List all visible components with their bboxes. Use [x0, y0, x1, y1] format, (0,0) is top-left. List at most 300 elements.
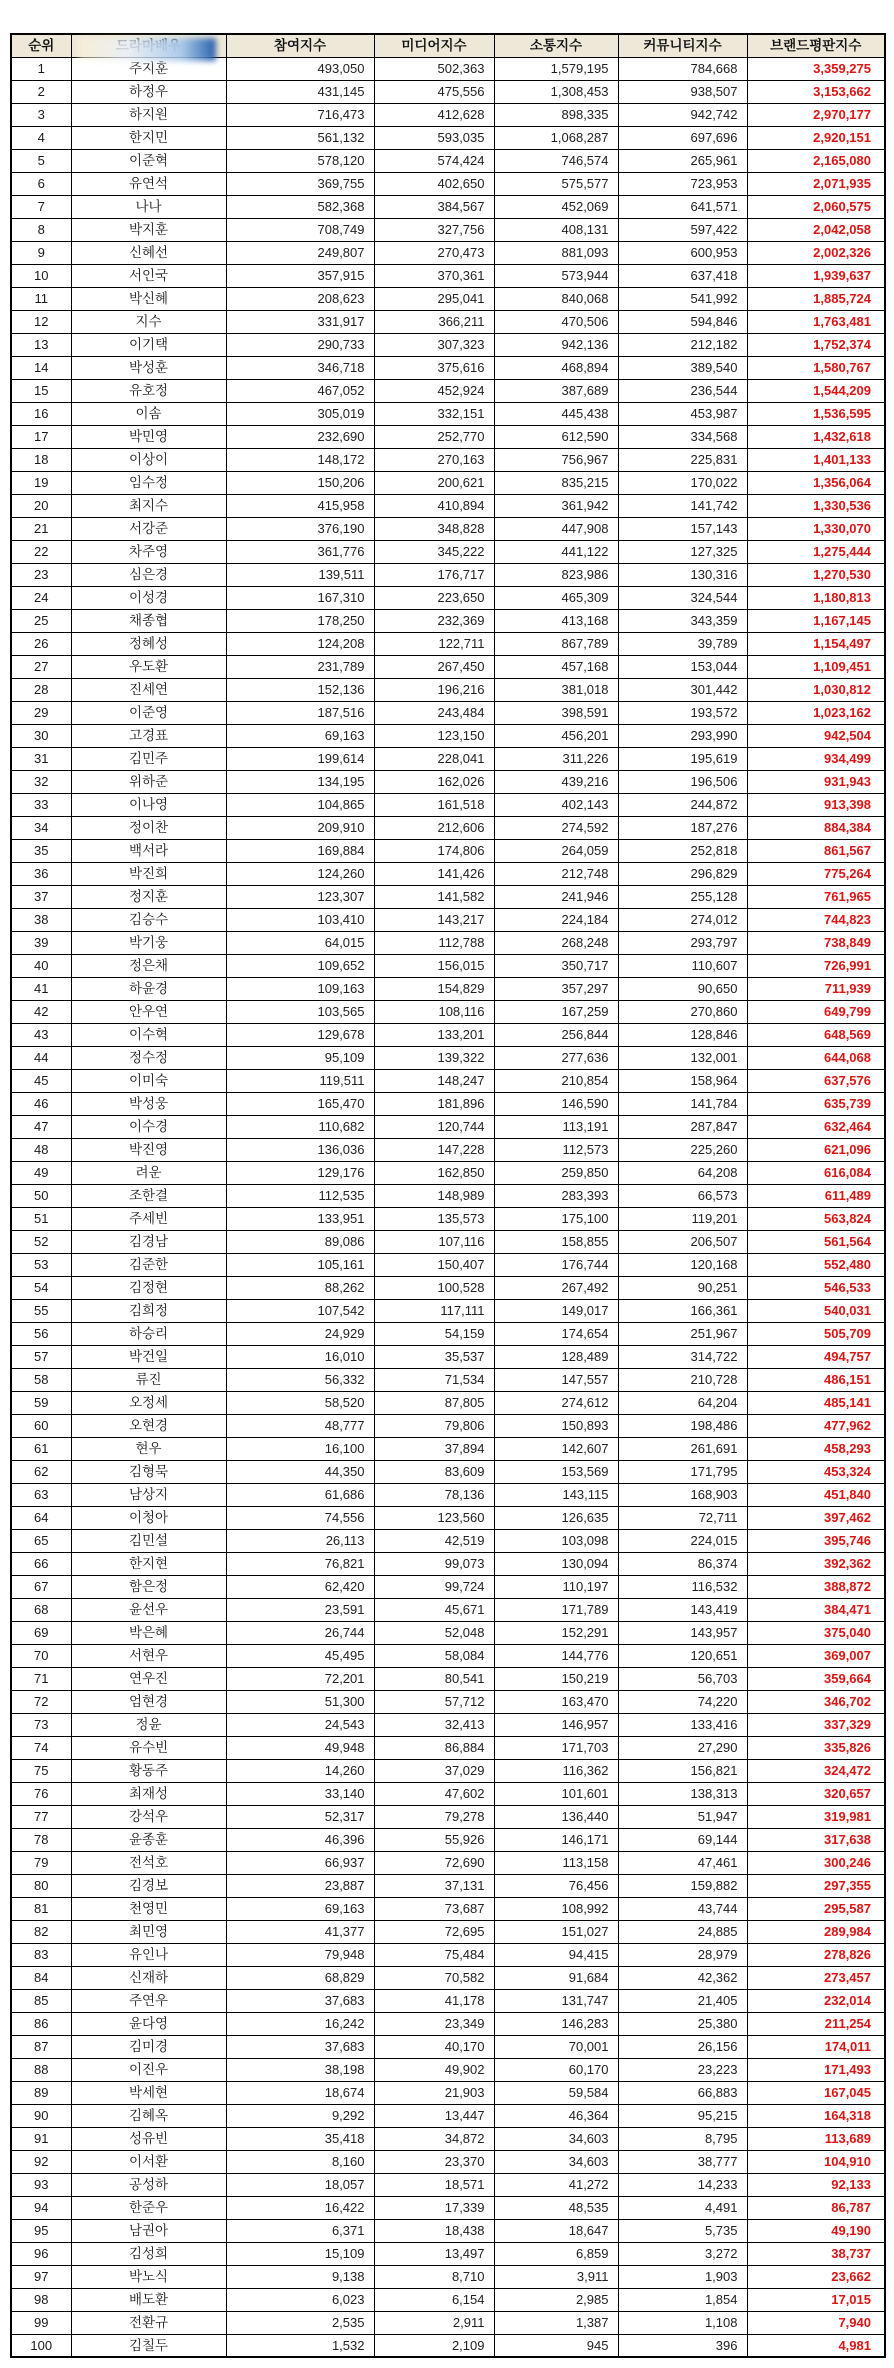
media-index-cell: 71,534 — [374, 1368, 494, 1391]
actor-name-cell: 차주영 — [71, 540, 226, 563]
media-index-cell: 73,687 — [374, 1897, 494, 1920]
rank-cell: 71 — [11, 1667, 71, 1690]
community-index-cell: 27,290 — [618, 1736, 747, 1759]
actor-name-cell: 박기웅 — [71, 931, 226, 954]
participation-index-cell: 467,052 — [226, 379, 374, 402]
community-index-cell: 38,777 — [618, 2150, 747, 2173]
community-index-cell: 210,728 — [618, 1368, 747, 1391]
communication-index-cell: 468,894 — [494, 356, 618, 379]
participation-index-cell: 104,865 — [226, 793, 374, 816]
rank-cell: 87 — [11, 2035, 71, 2058]
actor-name-cell: 김미경 — [71, 2035, 226, 2058]
media-index-cell: 475,556 — [374, 80, 494, 103]
table-row — [11, 1920, 885, 1943]
brand-reputation-index-cell: 561,564 — [747, 1230, 885, 1253]
participation-index-cell: 45,495 — [226, 1644, 374, 1667]
communication-index-cell: 146,171 — [494, 1828, 618, 1851]
community-index-cell: 193,572 — [618, 701, 747, 724]
actor-name-cell: 김민주 — [71, 747, 226, 770]
table-row — [11, 632, 885, 655]
communication-index-cell: 456,201 — [494, 724, 618, 747]
brand-reputation-index-cell: 505,709 — [747, 1322, 885, 1345]
community-index-cell: 187,276 — [618, 816, 747, 839]
media-index-cell: 243,484 — [374, 701, 494, 724]
actor-name-cell: 서인국 — [71, 264, 226, 287]
media-index-cell: 47,602 — [374, 1782, 494, 1805]
brand-reputation-index-cell: 335,826 — [747, 1736, 885, 1759]
rank-cell: 22 — [11, 540, 71, 563]
media-index-cell: 52,048 — [374, 1621, 494, 1644]
community-index-cell: 23,223 — [618, 2058, 747, 2081]
actor-name-cell: 최민영 — [71, 1920, 226, 1943]
rank-cell: 5 — [11, 149, 71, 172]
brand-reputation-index-cell: 1,432,618 — [747, 425, 885, 448]
actor-name-cell: 주연우 — [71, 1989, 226, 2012]
communication-index-cell: 357,297 — [494, 977, 618, 1000]
actor-table-body — [11, 57, 885, 2357]
participation-index-cell: 41,377 — [226, 1920, 374, 1943]
participation-index-cell: 716,473 — [226, 103, 374, 126]
media-index-cell: 196,216 — [374, 678, 494, 701]
community-index-cell: 287,847 — [618, 1115, 747, 1138]
media-index-cell: 41,178 — [374, 1989, 494, 2012]
rank-cell: 76 — [11, 1782, 71, 1805]
brand-reputation-index-cell: 616,084 — [747, 1161, 885, 1184]
brand-reputation-index-cell: 477,962 — [747, 1414, 885, 1437]
participation-index-cell: 37,683 — [226, 2035, 374, 2058]
rank-cell: 63 — [11, 1483, 71, 1506]
community-index-cell: 141,742 — [618, 494, 747, 517]
actor-name-cell: 서현우 — [71, 1644, 226, 1667]
table-row — [11, 2265, 885, 2288]
community-index-cell: 159,882 — [618, 1874, 747, 1897]
table-row — [11, 1529, 885, 1552]
table-row — [11, 1345, 885, 1368]
participation-index-cell: 26,744 — [226, 1621, 374, 1644]
communication-index-cell: 171,789 — [494, 1598, 618, 1621]
rank-cell: 12 — [11, 310, 71, 333]
actor-name-cell: 이미숙 — [71, 1069, 226, 1092]
community-index-cell: 196,506 — [618, 770, 747, 793]
communication-index-cell: 94,415 — [494, 1943, 618, 1966]
community-index-cell: 39,789 — [618, 632, 747, 655]
table-row — [11, 471, 885, 494]
table-row — [11, 563, 885, 586]
media-index-cell: 270,163 — [374, 448, 494, 471]
communication-index-cell: 413,168 — [494, 609, 618, 632]
communication-index-cell: 113,158 — [494, 1851, 618, 1874]
table-row — [11, 149, 885, 172]
table-row — [11, 1138, 885, 1161]
communication-index-cell: 175,100 — [494, 1207, 618, 1230]
actor-name-cell: 나나 — [71, 195, 226, 218]
media-index-cell: 412,628 — [374, 103, 494, 126]
media-index-cell: 366,211 — [374, 310, 494, 333]
brand-reputation-index-cell: 451,840 — [747, 1483, 885, 1506]
community-index-cell: 66,573 — [618, 1184, 747, 1207]
media-index-cell: 35,537 — [374, 1345, 494, 1368]
participation-index-cell: 119,511 — [226, 1069, 374, 1092]
participation-index-cell: 305,019 — [226, 402, 374, 425]
communication-index-cell: 59,584 — [494, 2081, 618, 2104]
communication-index-cell: 167,259 — [494, 1000, 618, 1023]
brand-reputation-index-cell: 395,746 — [747, 1529, 885, 1552]
brand-reputation-index-cell: 2,970,177 — [747, 103, 885, 126]
communication-index-cell: 174,654 — [494, 1322, 618, 1345]
community-index-cell: 938,507 — [618, 80, 747, 103]
brand-reputation-index-cell: 375,040 — [747, 1621, 885, 1644]
media-index-cell: 2,109 — [374, 2334, 494, 2357]
rank-cell: 49 — [11, 1161, 71, 1184]
participation-index-cell: 139,511 — [226, 563, 374, 586]
communication-index-cell: 575,577 — [494, 172, 618, 195]
participation-index-cell: 24,543 — [226, 1713, 374, 1736]
community-index-cell: 1,108 — [618, 2311, 747, 2334]
rank-cell: 57 — [11, 1345, 71, 1368]
media-index-cell: 57,712 — [374, 1690, 494, 1713]
community-index-cell: 641,571 — [618, 195, 747, 218]
communication-index-cell: 350,717 — [494, 954, 618, 977]
rank-cell: 83 — [11, 1943, 71, 1966]
rank-cell: 6 — [11, 172, 71, 195]
participation-index-cell: 14,260 — [226, 1759, 374, 1782]
participation-index-cell: 35,418 — [226, 2127, 374, 2150]
brand-reputation-index-cell: 359,664 — [747, 1667, 885, 1690]
communication-index-cell: 176,744 — [494, 1253, 618, 1276]
communication-index-cell: 452,069 — [494, 195, 618, 218]
brand-reputation-index-cell: 1,580,767 — [747, 356, 885, 379]
participation-index-cell: 493,050 — [226, 57, 374, 80]
communication-index-cell: 146,283 — [494, 2012, 618, 2035]
brand-reputation-index-cell: 1,030,812 — [747, 678, 885, 701]
community-index-cell: 252,818 — [618, 839, 747, 862]
participation-index-cell: 107,542 — [226, 1299, 374, 1322]
rank-cell: 68 — [11, 1598, 71, 1621]
table-row — [11, 724, 885, 747]
brand-reputation-index-cell: 289,984 — [747, 1920, 885, 1943]
community-index-cell: 21,405 — [618, 1989, 747, 2012]
participation-index-cell: 561,132 — [226, 126, 374, 149]
rank-cell: 47 — [11, 1115, 71, 1138]
communication-index-cell: 1,068,287 — [494, 126, 618, 149]
participation-index-cell: 331,917 — [226, 310, 374, 333]
brand-reputation-index-cell: 3,153,662 — [747, 80, 885, 103]
media-index-cell: 295,041 — [374, 287, 494, 310]
media-index-cell: 156,015 — [374, 954, 494, 977]
media-index-cell: 307,323 — [374, 333, 494, 356]
participation-index-cell: 110,682 — [226, 1115, 374, 1138]
media-index-cell: 40,170 — [374, 2035, 494, 2058]
brand-reputation-index-cell: 649,799 — [747, 1000, 885, 1023]
communication-index-cell: 110,197 — [494, 1575, 618, 1598]
communication-index-cell: 152,291 — [494, 1621, 618, 1644]
rank-cell: 77 — [11, 1805, 71, 1828]
rank-cell: 62 — [11, 1460, 71, 1483]
community-index-cell: 64,204 — [618, 1391, 747, 1414]
table-row — [11, 885, 885, 908]
rank-cell: 10 — [11, 264, 71, 287]
actor-name-cell: 이나영 — [71, 793, 226, 816]
actor-name-cell: 박신혜 — [71, 287, 226, 310]
table-row — [11, 1299, 885, 1322]
communication-index-cell: 144,776 — [494, 1644, 618, 1667]
table-row — [11, 1092, 885, 1115]
brand-reputation-index-cell: 884,384 — [747, 816, 885, 839]
participation-index-cell: 1,532 — [226, 2334, 374, 2357]
brand-reputation-index-cell: 49,190 — [747, 2219, 885, 2242]
actor-name-cell: 정혜성 — [71, 632, 226, 655]
rank-cell: 98 — [11, 2288, 71, 2311]
participation-index-cell: 232,690 — [226, 425, 374, 448]
brand-reputation-index-cell: 738,849 — [747, 931, 885, 954]
rank-cell: 9 — [11, 241, 71, 264]
community-index-cell: 597,422 — [618, 218, 747, 241]
brand-reputation-index-cell: 295,587 — [747, 1897, 885, 1920]
rank-cell: 39 — [11, 931, 71, 954]
brand-reputation-index-cell: 232,014 — [747, 1989, 885, 2012]
table-row — [11, 1276, 885, 1299]
community-index-cell: 723,953 — [618, 172, 747, 195]
media-index-cell: 55,926 — [374, 1828, 494, 1851]
participation-index-cell: 68,829 — [226, 1966, 374, 1989]
media-index-cell: 108,116 — [374, 1000, 494, 1023]
media-index-cell: 58,084 — [374, 1644, 494, 1667]
rank-cell: 84 — [11, 1966, 71, 1989]
media-index-cell: 21,903 — [374, 2081, 494, 2104]
communication-index-cell: 470,506 — [494, 310, 618, 333]
brand-reputation-index-cell: 38,737 — [747, 2242, 885, 2265]
table-row — [11, 816, 885, 839]
brand-reputation-index-cell: 635,739 — [747, 1092, 885, 1115]
actor-name-cell: 정이찬 — [71, 816, 226, 839]
brand-reputation-index-cell: 942,504 — [747, 724, 885, 747]
table-row — [11, 1253, 885, 1276]
community-index-cell: 198,486 — [618, 1414, 747, 1437]
rank-cell: 90 — [11, 2104, 71, 2127]
table-row — [11, 1115, 885, 1138]
actor-name-cell: 박건일 — [71, 1345, 226, 1368]
table-row — [11, 908, 885, 931]
media-index-cell: 148,989 — [374, 1184, 494, 1207]
communication-index-cell: 34,603 — [494, 2127, 618, 2150]
table-row — [11, 241, 885, 264]
table-row — [11, 310, 885, 333]
participation-index-cell: 9,138 — [226, 2265, 374, 2288]
rank-cell: 94 — [11, 2196, 71, 2219]
media-index-cell: 176,717 — [374, 563, 494, 586]
community-index-cell: 334,568 — [618, 425, 747, 448]
actor-name-cell: 주세빈 — [71, 1207, 226, 1230]
rank-cell: 88 — [11, 2058, 71, 2081]
participation-index-cell: 48,777 — [226, 1414, 374, 1437]
table-row — [11, 1782, 885, 1805]
rank-cell: 41 — [11, 977, 71, 1000]
participation-index-cell: 167,310 — [226, 586, 374, 609]
brand-reputation-index-cell: 744,823 — [747, 908, 885, 931]
table-row — [11, 1322, 885, 1345]
communication-index-cell: 150,219 — [494, 1667, 618, 1690]
communication-index-cell: 267,492 — [494, 1276, 618, 1299]
col-header-rank: 순위 — [11, 34, 71, 57]
participation-index-cell: 134,195 — [226, 770, 374, 793]
table-row — [11, 494, 885, 517]
brand-reputation-index-cell: 711,939 — [747, 977, 885, 1000]
table-row — [11, 701, 885, 724]
rank-cell: 95 — [11, 2219, 71, 2242]
participation-index-cell: 169,884 — [226, 839, 374, 862]
table-row — [11, 2242, 885, 2265]
communication-index-cell: 441,122 — [494, 540, 618, 563]
brand-reputation-index-cell: 167,045 — [747, 2081, 885, 2104]
table-row — [11, 126, 885, 149]
media-index-cell: 79,278 — [374, 1805, 494, 1828]
brand-reputation-index-cell: 934,499 — [747, 747, 885, 770]
rank-cell: 91 — [11, 2127, 71, 2150]
media-index-cell: 54,159 — [374, 1322, 494, 1345]
rank-cell: 45 — [11, 1069, 71, 1092]
media-index-cell: 86,884 — [374, 1736, 494, 1759]
actor-name-cell: 정수정 — [71, 1046, 226, 1069]
community-index-cell: 24,885 — [618, 1920, 747, 1943]
community-index-cell: 74,220 — [618, 1690, 747, 1713]
community-index-cell: 594,846 — [618, 310, 747, 333]
media-index-cell: 375,616 — [374, 356, 494, 379]
media-index-cell: 117,111 — [374, 1299, 494, 1322]
rank-cell: 60 — [11, 1414, 71, 1437]
actor-name-cell: 김성희 — [71, 2242, 226, 2265]
communication-index-cell: 113,191 — [494, 1115, 618, 1138]
community-index-cell: 396 — [618, 2334, 747, 2357]
actor-name-cell: 박진희 — [71, 862, 226, 885]
rank-cell: 67 — [11, 1575, 71, 1598]
communication-index-cell: 48,535 — [494, 2196, 618, 2219]
actor-name-cell: 강석우 — [71, 1805, 226, 1828]
rank-cell: 40 — [11, 954, 71, 977]
media-index-cell: 37,029 — [374, 1759, 494, 1782]
table-row — [11, 1966, 885, 1989]
community-index-cell: 225,831 — [618, 448, 747, 471]
media-index-cell: 162,026 — [374, 770, 494, 793]
community-index-cell: 600,953 — [618, 241, 747, 264]
communication-index-cell: 128,489 — [494, 1345, 618, 1368]
media-index-cell: 80,541 — [374, 1667, 494, 1690]
brand-reputation-index-cell: 324,472 — [747, 1759, 885, 1782]
community-index-cell: 255,128 — [618, 885, 747, 908]
media-index-cell: 223,650 — [374, 586, 494, 609]
communication-index-cell: 130,094 — [494, 1552, 618, 1575]
table-row — [11, 2127, 885, 2150]
participation-index-cell: 124,260 — [226, 862, 374, 885]
community-index-cell: 171,795 — [618, 1460, 747, 1483]
actor-name-cell: 김희정 — [71, 1299, 226, 1322]
actor-name-cell: 이솜 — [71, 402, 226, 425]
community-index-cell: 72,711 — [618, 1506, 747, 1529]
community-index-cell: 90,251 — [618, 1276, 747, 1299]
community-index-cell: 127,325 — [618, 540, 747, 563]
brand-reputation-index-cell: 86,787 — [747, 2196, 885, 2219]
blurred-source-logo — [78, 38, 216, 61]
rank-cell: 78 — [11, 1828, 71, 1851]
participation-index-cell: 178,250 — [226, 609, 374, 632]
community-index-cell: 51,947 — [618, 1805, 747, 1828]
table-row — [11, 2196, 885, 2219]
media-index-cell: 143,217 — [374, 908, 494, 931]
brand-reputation-index-cell: 2,060,575 — [747, 195, 885, 218]
brand-reputation-index-cell: 931,943 — [747, 770, 885, 793]
rank-cell: 17 — [11, 425, 71, 448]
participation-index-cell: 16,010 — [226, 1345, 374, 1368]
media-index-cell: 270,473 — [374, 241, 494, 264]
table-row — [11, 402, 885, 425]
table-row — [11, 1046, 885, 1069]
community-index-cell: 110,607 — [618, 954, 747, 977]
rank-cell: 96 — [11, 2242, 71, 2265]
participation-index-cell: 33,140 — [226, 1782, 374, 1805]
actor-name-cell: 정윤 — [71, 1713, 226, 1736]
media-index-cell: 32,413 — [374, 1713, 494, 1736]
rank-cell: 82 — [11, 1920, 71, 1943]
community-index-cell: 25,380 — [618, 2012, 747, 2035]
communication-index-cell: 445,438 — [494, 402, 618, 425]
media-index-cell: 574,424 — [374, 149, 494, 172]
community-index-cell: 301,442 — [618, 678, 747, 701]
participation-index-cell: 290,733 — [226, 333, 374, 356]
table-row — [11, 103, 885, 126]
brand-reputation-index-cell: 104,910 — [747, 2150, 885, 2173]
community-index-cell: 158,964 — [618, 1069, 747, 1092]
table-row — [11, 1023, 885, 1046]
rank-cell: 4 — [11, 126, 71, 149]
participation-index-cell: 103,565 — [226, 1000, 374, 1023]
rank-cell: 93 — [11, 2173, 71, 2196]
brand-reputation-index-cell: 726,991 — [747, 954, 885, 977]
brand-reputation-index-cell: 552,480 — [747, 1253, 885, 1276]
table-row — [11, 1506, 885, 1529]
brand-reputation-index-cell: 485,141 — [747, 1391, 885, 1414]
communication-index-cell: 402,143 — [494, 793, 618, 816]
community-index-cell: 157,143 — [618, 517, 747, 540]
participation-index-cell: 58,520 — [226, 1391, 374, 1414]
table-row — [11, 195, 885, 218]
table-row — [11, 1460, 885, 1483]
table-row — [11, 540, 885, 563]
media-index-cell: 49,902 — [374, 2058, 494, 2081]
community-index-cell: 265,961 — [618, 149, 747, 172]
participation-index-cell: 9,292 — [226, 2104, 374, 2127]
rank-cell: 33 — [11, 793, 71, 816]
community-index-cell: 1,903 — [618, 2265, 747, 2288]
participation-index-cell: 415,958 — [226, 494, 374, 517]
rank-cell: 53 — [11, 1253, 71, 1276]
actor-name-cell: 한준우 — [71, 2196, 226, 2219]
rank-cell: 23 — [11, 563, 71, 586]
table-row — [11, 1736, 885, 1759]
actor-name-cell: 오정세 — [71, 1391, 226, 1414]
table-row — [11, 2104, 885, 2127]
media-index-cell: 384,567 — [374, 195, 494, 218]
media-index-cell: 87,805 — [374, 1391, 494, 1414]
communication-index-cell: 1,308,453 — [494, 80, 618, 103]
actor-name-cell: 하승리 — [71, 1322, 226, 1345]
table-row — [11, 1943, 885, 1966]
table-row — [11, 1437, 885, 1460]
participation-index-cell: 249,807 — [226, 241, 374, 264]
participation-index-cell: 129,176 — [226, 1161, 374, 1184]
media-index-cell: 18,438 — [374, 2219, 494, 2242]
communication-index-cell: 408,131 — [494, 218, 618, 241]
community-index-cell: 637,418 — [618, 264, 747, 287]
rank-cell: 61 — [11, 1437, 71, 1460]
